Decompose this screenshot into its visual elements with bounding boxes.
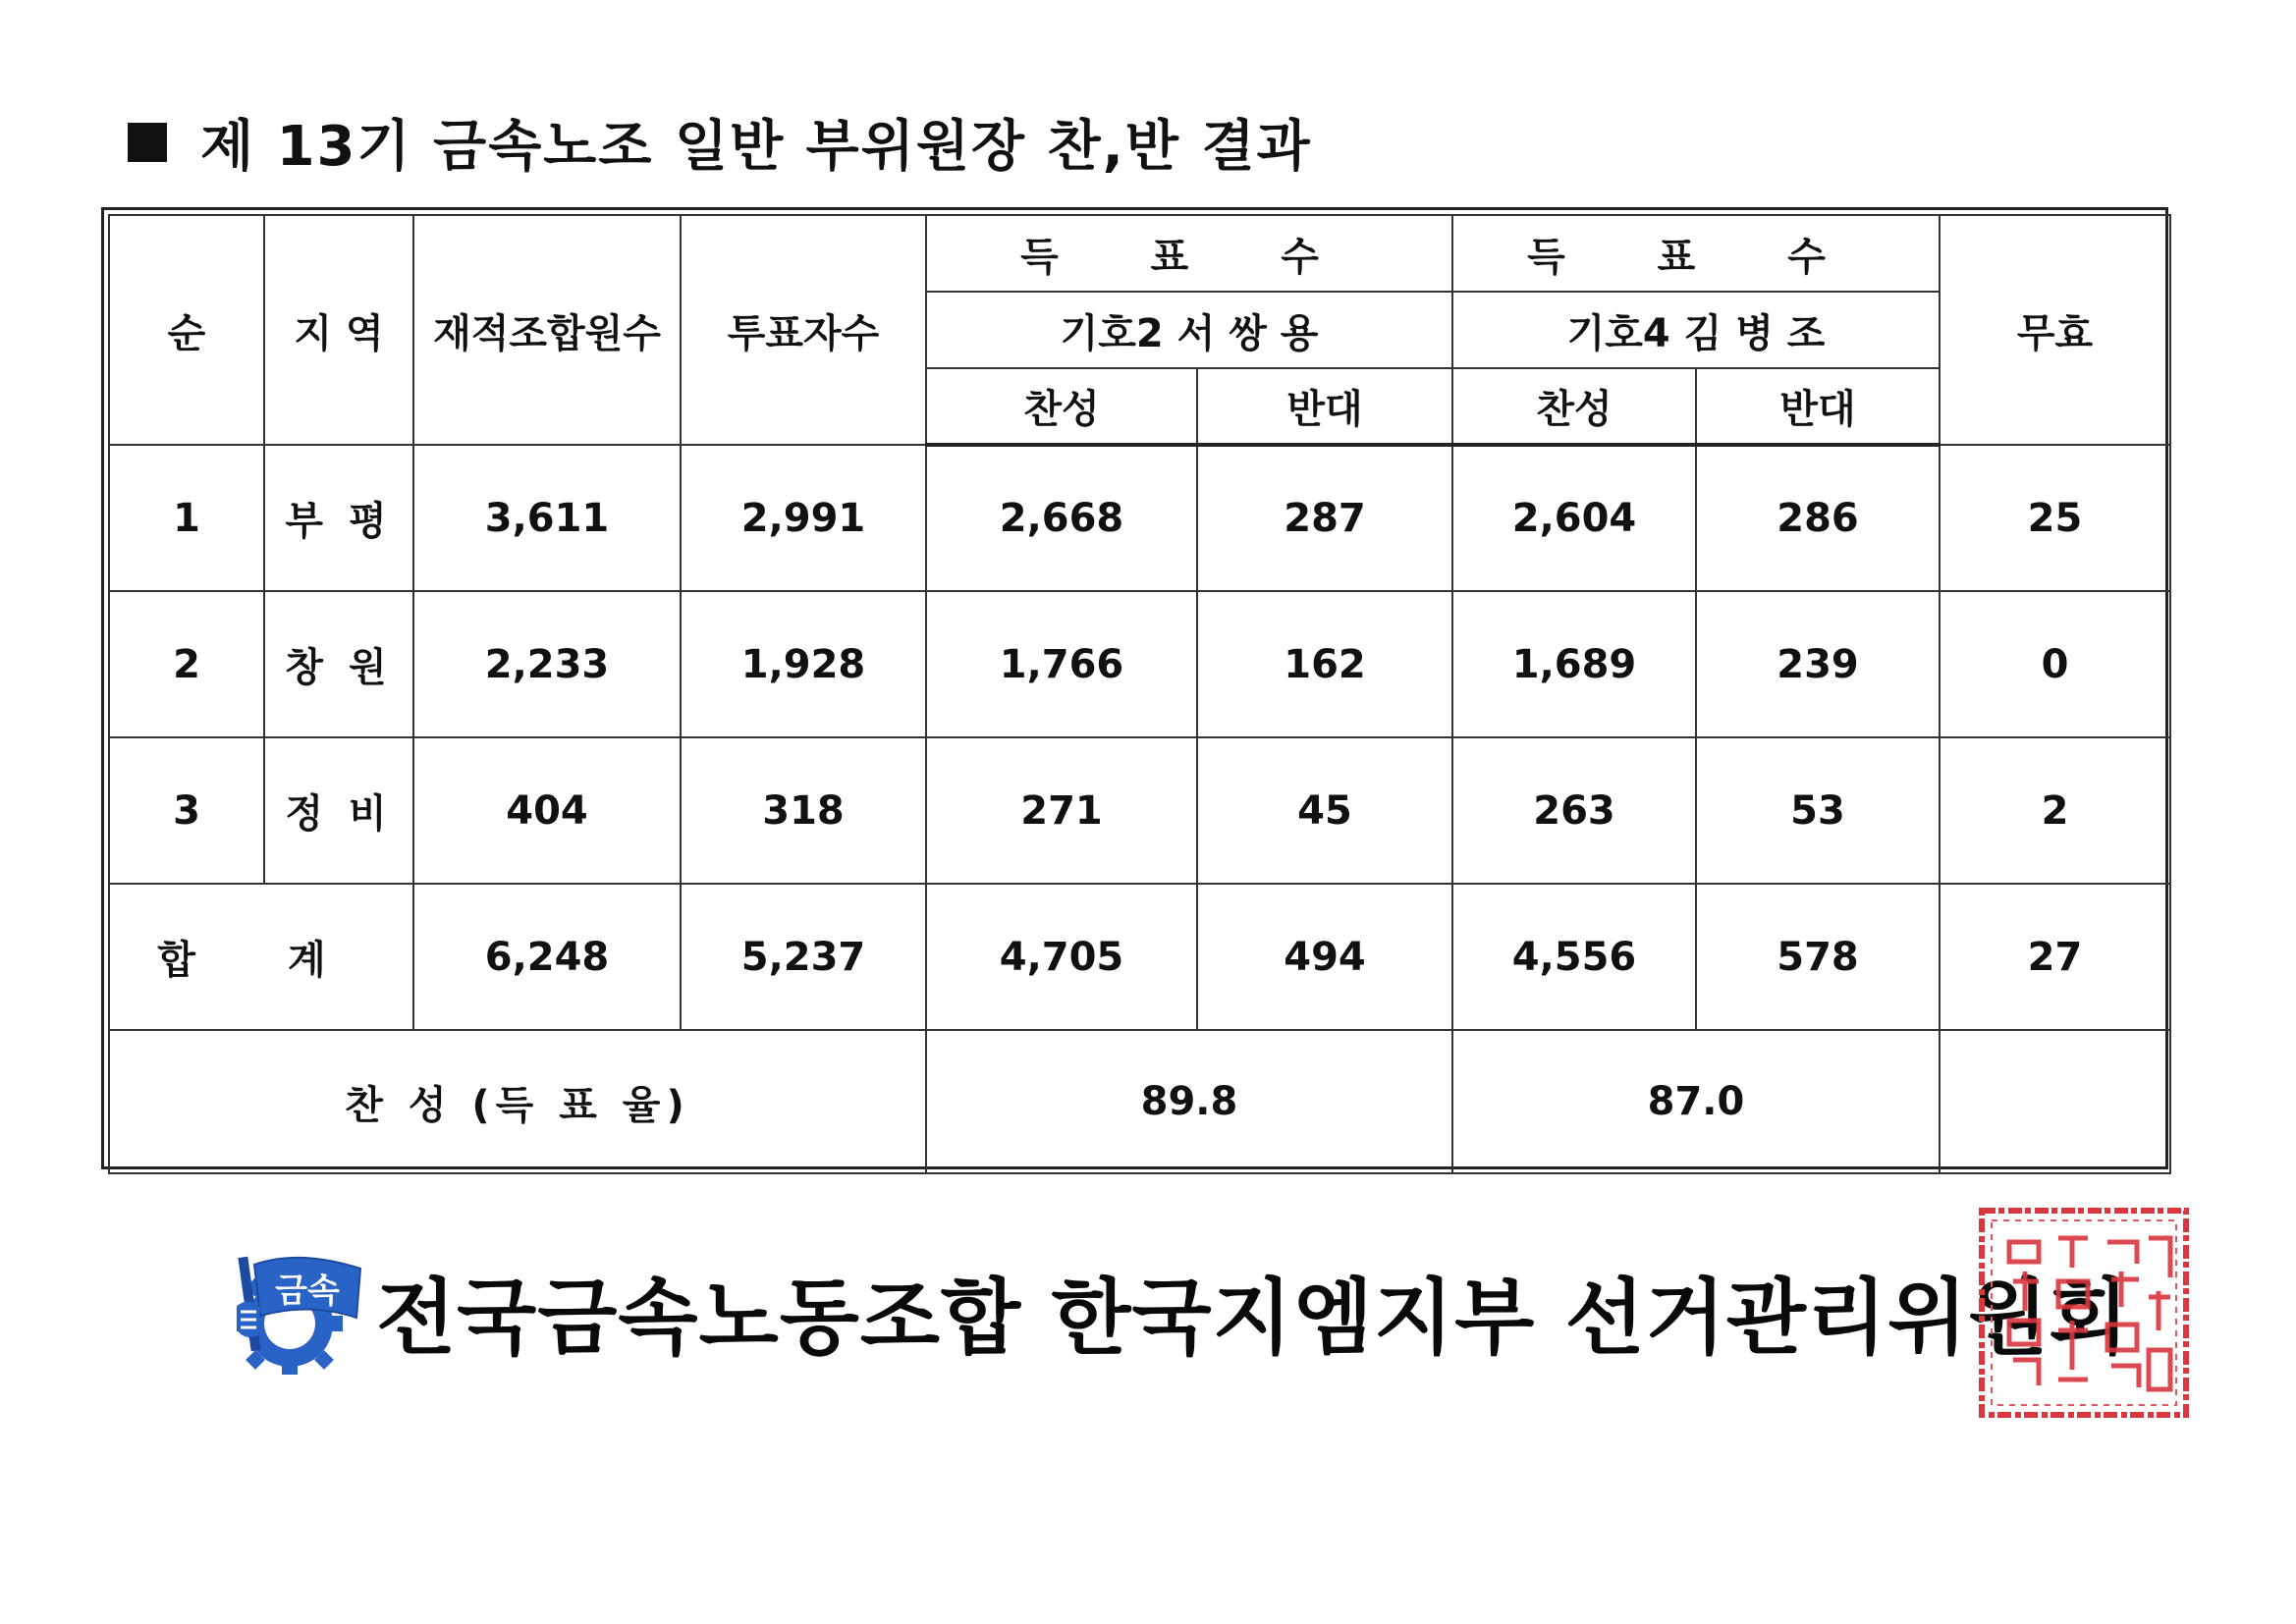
union-logo: [231, 1247, 368, 1375]
approval-rate-candidate-2: 87.0: [1452, 1030, 1940, 1173]
cell-c2-against: 286: [1696, 445, 1940, 591]
document-title: [128, 98, 1312, 187]
total-members: 6,248: [413, 884, 681, 1030]
logo-text: 금속: [275, 1272, 340, 1311]
title-marker-square: [128, 123, 167, 162]
header-no: 순: [109, 215, 264, 445]
header-c1-against: 반대: [1197, 368, 1452, 445]
cell-region: 부 평: [264, 445, 413, 591]
header-votes-candidate-2: 득 표 수: [1452, 215, 1940, 292]
header-region: 지 역: [264, 215, 413, 445]
cell-c1-against: 45: [1197, 737, 1452, 884]
header-candidate-2: 기호4 김 병 조: [1452, 292, 1940, 368]
approval-rate-label: 찬 성 (득 표 율): [109, 1030, 926, 1173]
header-c1-for: 찬성: [926, 368, 1197, 445]
header-votes-candidate-1: 득 표 수: [926, 215, 1452, 292]
official-seal-graphic: [1974, 1203, 2195, 1424]
cell-region: 정 비: [264, 737, 413, 884]
total-c1-against: 494: [1197, 884, 1452, 1030]
header-c2-for: 찬성: [1452, 368, 1696, 445]
cell-invalid: 2: [1940, 737, 2170, 884]
issuer-footer: [231, 1247, 2130, 1375]
cell-c1-against: 287: [1197, 445, 1452, 591]
cell-voters: 1,928: [681, 591, 926, 737]
union-logo-graphic: [231, 1247, 368, 1375]
total-label: 합 계: [109, 884, 413, 1030]
approval-rate-row: [109, 1030, 2170, 1173]
results-table-frame: [101, 207, 2168, 1169]
cell-members: 3,611: [413, 445, 681, 591]
cell-c1-for: 271: [926, 737, 1197, 884]
table-row: [109, 591, 2170, 737]
total-c1-for: 4,705: [926, 884, 1197, 1030]
cell-c2-for: 2,604: [1452, 445, 1696, 591]
cell-invalid: 25: [1940, 445, 2170, 591]
official-seal: [1974, 1203, 2195, 1424]
cell-c2-for: 1,689: [1452, 591, 1696, 737]
cell-c2-against: 239: [1696, 591, 1940, 737]
table-row: [109, 445, 2170, 591]
title-text: 제 13기 금속노조 일반 부위원장 찬,반 결과: [200, 115, 1312, 179]
header-voters: 투표자수: [681, 215, 926, 445]
cell-invalid: 0: [1940, 591, 2170, 737]
header-invalid: 무효: [1940, 215, 2170, 445]
total-row: [109, 884, 2170, 1030]
cell-c2-for: 263: [1452, 737, 1696, 884]
cell-no: 2: [109, 591, 264, 737]
cell-voters: 318: [681, 737, 926, 884]
cell-c1-for: 2,668: [926, 445, 1197, 591]
total-c2-against: 578: [1696, 884, 1940, 1030]
cell-members: 404: [413, 737, 681, 884]
total-voters: 5,237: [681, 884, 926, 1030]
cell-c1-against: 162: [1197, 591, 1452, 737]
results-table: [108, 214, 2171, 1174]
total-c2-for: 4,556: [1452, 884, 1696, 1030]
cell-c2-against: 53: [1696, 737, 1940, 884]
header-c2-against: 반대: [1696, 368, 1940, 445]
header-row: [109, 215, 2170, 292]
approval-rate-candidate-1: 89.8: [926, 1030, 1452, 1173]
header-candidate-1: 기호2 서 쌍 용: [926, 292, 1452, 368]
cell-no: 1: [109, 445, 264, 591]
cell-members: 2,233: [413, 591, 681, 737]
organization-name: 전국금속노동조합 한국지엠지부 선거관리위원회: [376, 1269, 2130, 1366]
cell-region: 창 원: [264, 591, 413, 737]
cell-voters: 2,991: [681, 445, 926, 591]
cell-c1-for: 1,766: [926, 591, 1197, 737]
approval-rate-empty-cell: [1940, 1030, 2170, 1173]
table-row: [109, 737, 2170, 884]
header-members: 재적조합원수: [413, 215, 681, 445]
total-invalid: 27: [1940, 884, 2170, 1030]
cell-no: 3: [109, 737, 264, 884]
